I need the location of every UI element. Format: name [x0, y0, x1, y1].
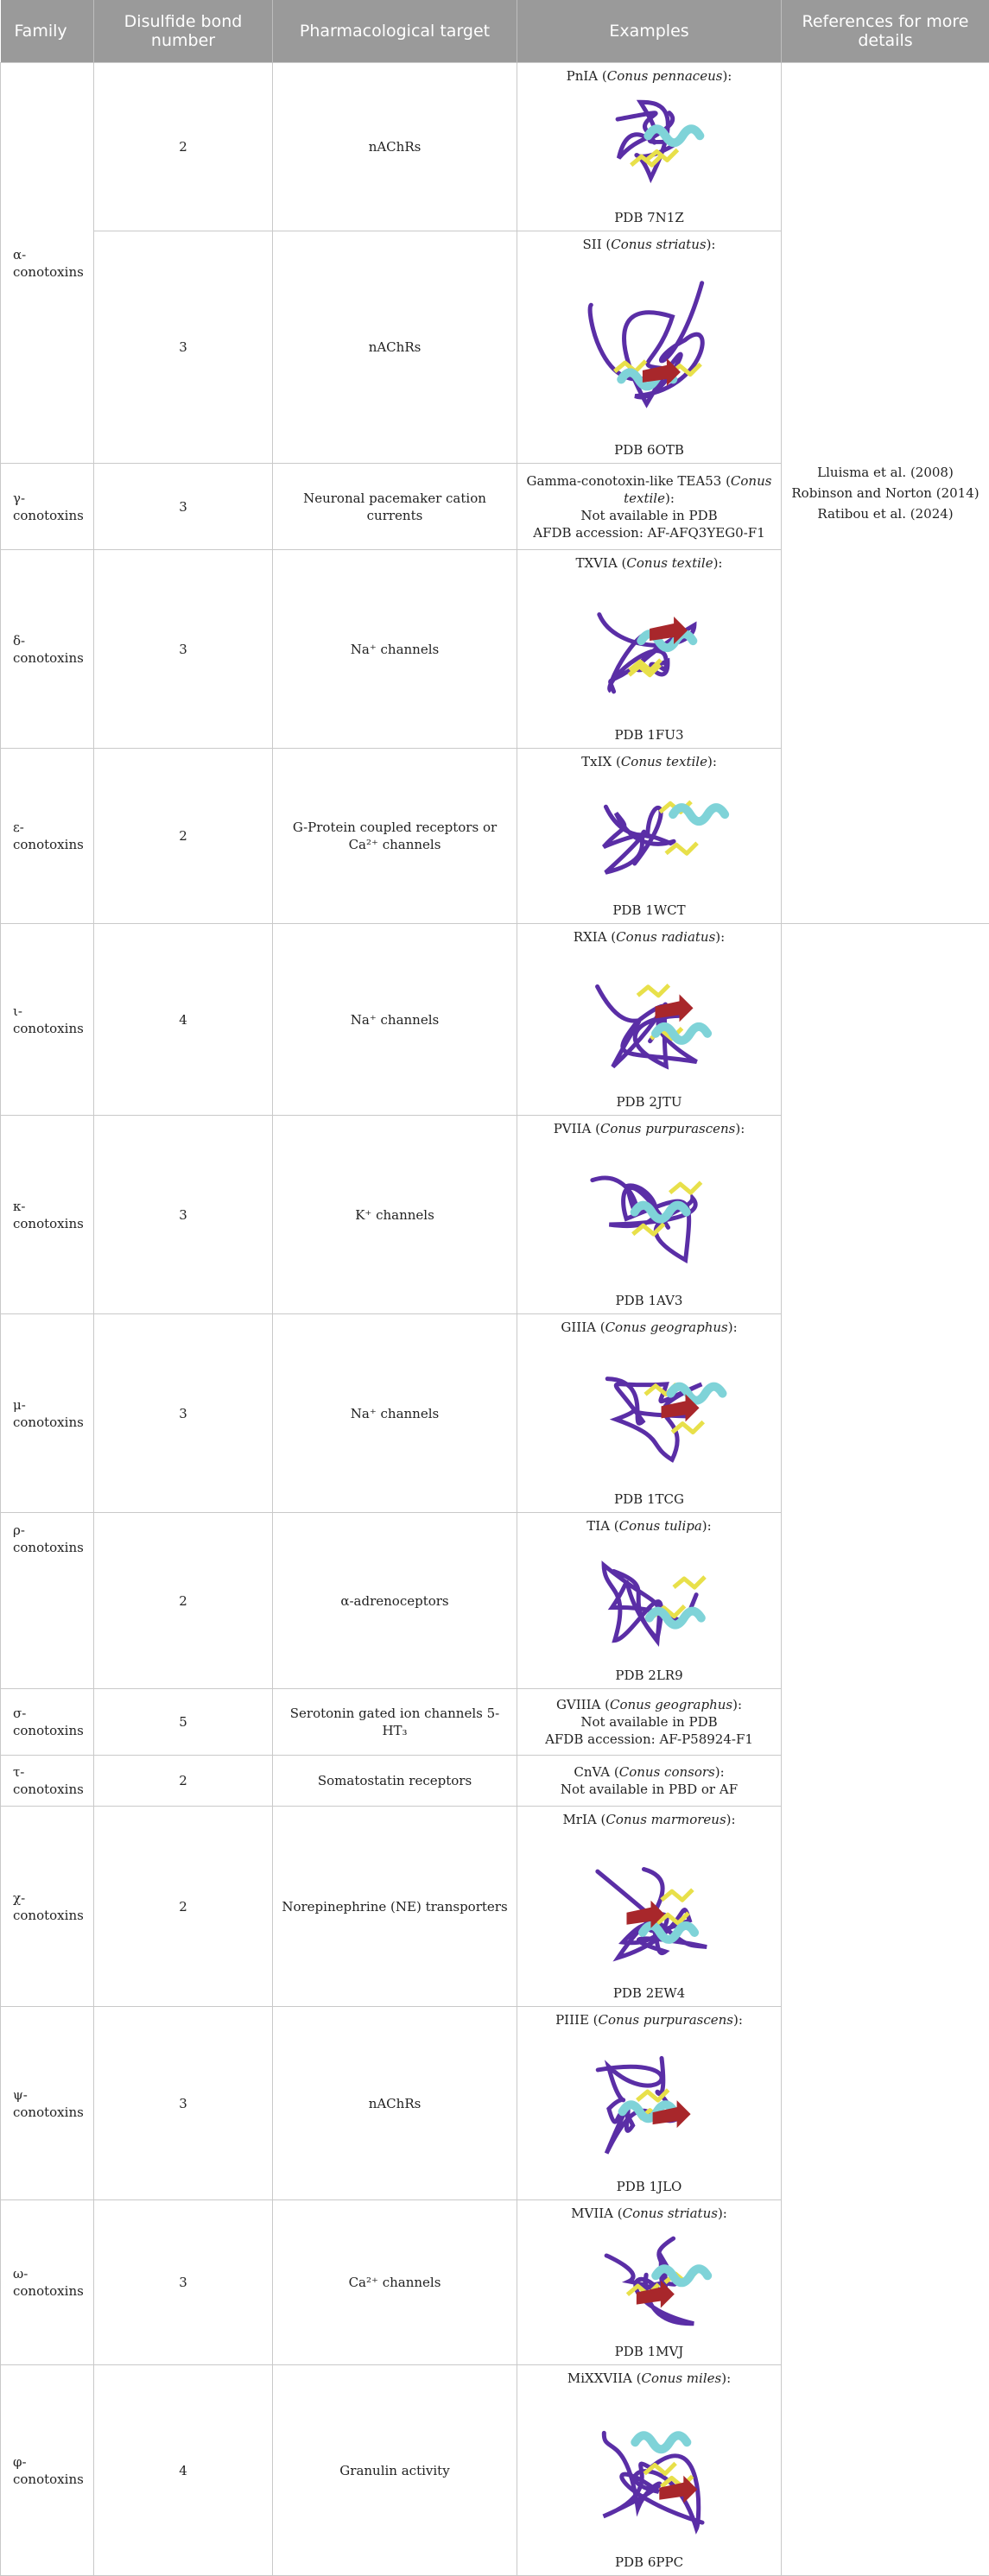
header-references: References for more details	[782, 0, 989, 63]
pdb-id: PDB 6OTB	[523, 441, 776, 459]
family-cell: ω-conotoxins	[1, 2200, 94, 2365]
pdb-id: PDB 1AV3	[523, 1292, 776, 1309]
disulfide-cell: 4	[94, 2365, 273, 2576]
pdb-id: PDB 1FU3	[523, 726, 776, 744]
protein-structure-icon	[555, 573, 745, 725]
header-row	[1, 0, 989, 63]
disulfide-cell: 2	[94, 1513, 273, 1689]
example-name: MVIIA (Conus striatus):	[523, 2205, 776, 2222]
disulfide-cell: 5	[94, 1689, 273, 1756]
example-cell	[517, 1116, 782, 1314]
target-cell: Ca²⁺ channels	[273, 2200, 517, 2365]
example-cell	[517, 1513, 782, 1689]
example-cell	[517, 231, 782, 464]
example-cell	[517, 2007, 782, 2200]
example-name: GVIIIA (Conus geographus):	[523, 1696, 776, 1713]
protein-structure-icon	[555, 772, 745, 900]
protein-structure-icon	[555, 1338, 745, 1489]
pdb-id: PDB 7N1Z	[523, 209, 776, 226]
family-cell: ε-conotoxins	[1, 749, 94, 924]
references-cell	[782, 63, 989, 924]
example-name: MiXXVIIA (Conus miles):	[523, 2370, 776, 2387]
protein-structure-icon	[555, 2030, 745, 2176]
target-cell: α-adrenoceptors	[273, 1513, 517, 1689]
family-cell: δ-conotoxins	[1, 550, 94, 749]
example-cell	[517, 1756, 782, 1807]
family-cell: γ-conotoxins	[1, 464, 94, 550]
example-cell	[517, 550, 782, 749]
references-empty-cell	[782, 924, 989, 2576]
target-cell: nAChRs	[273, 231, 517, 464]
accession-note: AFDB accession: AF-P58924-F1	[523, 1731, 776, 1748]
protein-structure-icon	[555, 947, 745, 1092]
header-target: Pharmacological target	[273, 0, 517, 63]
example-name: TxIX (Conus textile):	[523, 753, 776, 770]
disulfide-cell: 3	[94, 2007, 273, 2200]
disulfide-cell: 3	[94, 1116, 273, 1314]
accession-note: Not available in PDB	[523, 507, 776, 524]
family-cell: χ-conotoxins	[1, 1807, 94, 2007]
disulfide-cell: 2	[94, 1807, 273, 2007]
target-cell: Na⁺ channels	[273, 550, 517, 749]
example-cell	[517, 464, 782, 550]
example-cell	[517, 2200, 782, 2365]
table-body	[1, 63, 989, 2576]
pdb-id: PDB 2JTU	[523, 1093, 776, 1111]
header-disulfide: Disulfide bond number	[94, 0, 273, 63]
accession-note: AFDB accession: AF-AFQ3YEG0-F1	[523, 524, 776, 541]
accession-note: Not available in PDB	[523, 1713, 776, 1731]
disulfide-cell: 3	[94, 231, 273, 464]
protein-structure-icon	[555, 86, 745, 207]
example-cell	[517, 924, 782, 1116]
pdb-id: PDB 2LR9	[523, 1667, 776, 1684]
family-cell: α-conotoxins	[1, 63, 94, 464]
example-name: PnIA (Conus pennaceus):	[523, 67, 776, 85]
target-cell: Norepinephrine (NE) transporters	[273, 1807, 517, 2007]
pdb-id: PDB 1TCG	[523, 1491, 776, 1508]
family-cell: φ-conotoxins	[1, 2365, 94, 2576]
reference-item: Robinson and Norton (2014)	[787, 483, 984, 503]
example-name: Gamma-conotoxin-like TEA53 (Conus textile):	[523, 472, 776, 507]
disulfide-cell: 3	[94, 464, 273, 550]
protein-structure-icon	[555, 2389, 745, 2552]
reference-item: Ratibou et al. (2024)	[787, 503, 984, 524]
example-cell	[517, 63, 782, 231]
example-name: GIIIA (Conus geographus):	[523, 1319, 776, 1336]
example-cell	[517, 749, 782, 924]
disulfide-cell: 2	[94, 1756, 273, 1807]
target-cell: G-Protein coupled receptors or Ca²⁺ channels	[273, 749, 517, 924]
target-cell: Neuronal pacemaker cation currents	[273, 464, 517, 550]
disulfide-cell: 2	[94, 63, 273, 231]
family-cell: τ-conotoxins	[1, 1756, 94, 1807]
protein-structure-icon	[555, 1139, 745, 1290]
disulfide-cell: 3	[94, 1314, 273, 1513]
example-name: TXVIA (Conus textile):	[523, 554, 776, 572]
protein-structure-icon	[555, 2224, 745, 2341]
example-name: CnVA (Conus consors):	[523, 1763, 776, 1781]
family-cell: σ-conotoxins	[1, 1689, 94, 1756]
disulfide-cell: 2	[94, 749, 273, 924]
example-name: MrIA (Conus marmoreus):	[523, 1811, 776, 1828]
protein-structure-icon	[555, 1536, 745, 1665]
family-cell: ρ-conotoxins	[1, 1513, 94, 1689]
example-cell	[517, 2365, 782, 2576]
example-name: SII (Conus striatus):	[523, 236, 776, 253]
table-row	[1, 924, 989, 1116]
example-name: RXIA (Conus radiatus):	[523, 928, 776, 946]
example-cell	[517, 1689, 782, 1756]
reference-item: Lluisma et al. (2008)	[787, 462, 984, 483]
target-cell: Serotonin gated ion channels 5-HT₃	[273, 1689, 517, 1756]
disulfide-cell: 3	[94, 2200, 273, 2365]
example-cell	[517, 1314, 782, 1513]
pdb-id: PDB 6PPC	[523, 2554, 776, 2571]
target-cell: Na⁺ channels	[273, 1314, 517, 1513]
target-cell: Na⁺ channels	[273, 924, 517, 1116]
target-cell: K⁺ channels	[273, 1116, 517, 1314]
example-name: PVIIA (Conus purpurascens):	[523, 1120, 776, 1137]
pdb-id: PDB 1WCT	[523, 902, 776, 919]
example-name: TIA (Conus tulipa):	[523, 1517, 776, 1535]
protein-structure-icon	[555, 1830, 745, 1983]
family-cell: κ-conotoxins	[1, 1116, 94, 1314]
accession-note: Not available in PBD or AF	[523, 1781, 776, 1798]
disulfide-cell: 3	[94, 550, 273, 749]
example-name: PIIIE (Conus purpurascens):	[523, 2011, 776, 2029]
target-cell: Granulin activity	[273, 2365, 517, 2576]
family-cell: μ-conotoxins	[1, 1314, 94, 1513]
protein-structure-icon	[555, 255, 745, 440]
pdb-id: PDB 2EW4	[523, 1984, 776, 2002]
pdb-id: PDB 1JLO	[523, 2178, 776, 2195]
disulfide-cell: 4	[94, 924, 273, 1116]
table-row	[1, 63, 989, 231]
target-cell: nAChRs	[273, 2007, 517, 2200]
header-examples: Examples	[517, 0, 782, 63]
target-cell: Somatostatin receptors	[273, 1756, 517, 1807]
target-cell: nAChRs	[273, 63, 517, 231]
family-cell: ψ-conotoxins	[1, 2007, 94, 2200]
header-family: Family	[1, 0, 94, 63]
pdb-id: PDB 1MVJ	[523, 2343, 776, 2360]
example-cell	[517, 1807, 782, 2007]
family-cell: ι-conotoxins	[1, 924, 94, 1116]
